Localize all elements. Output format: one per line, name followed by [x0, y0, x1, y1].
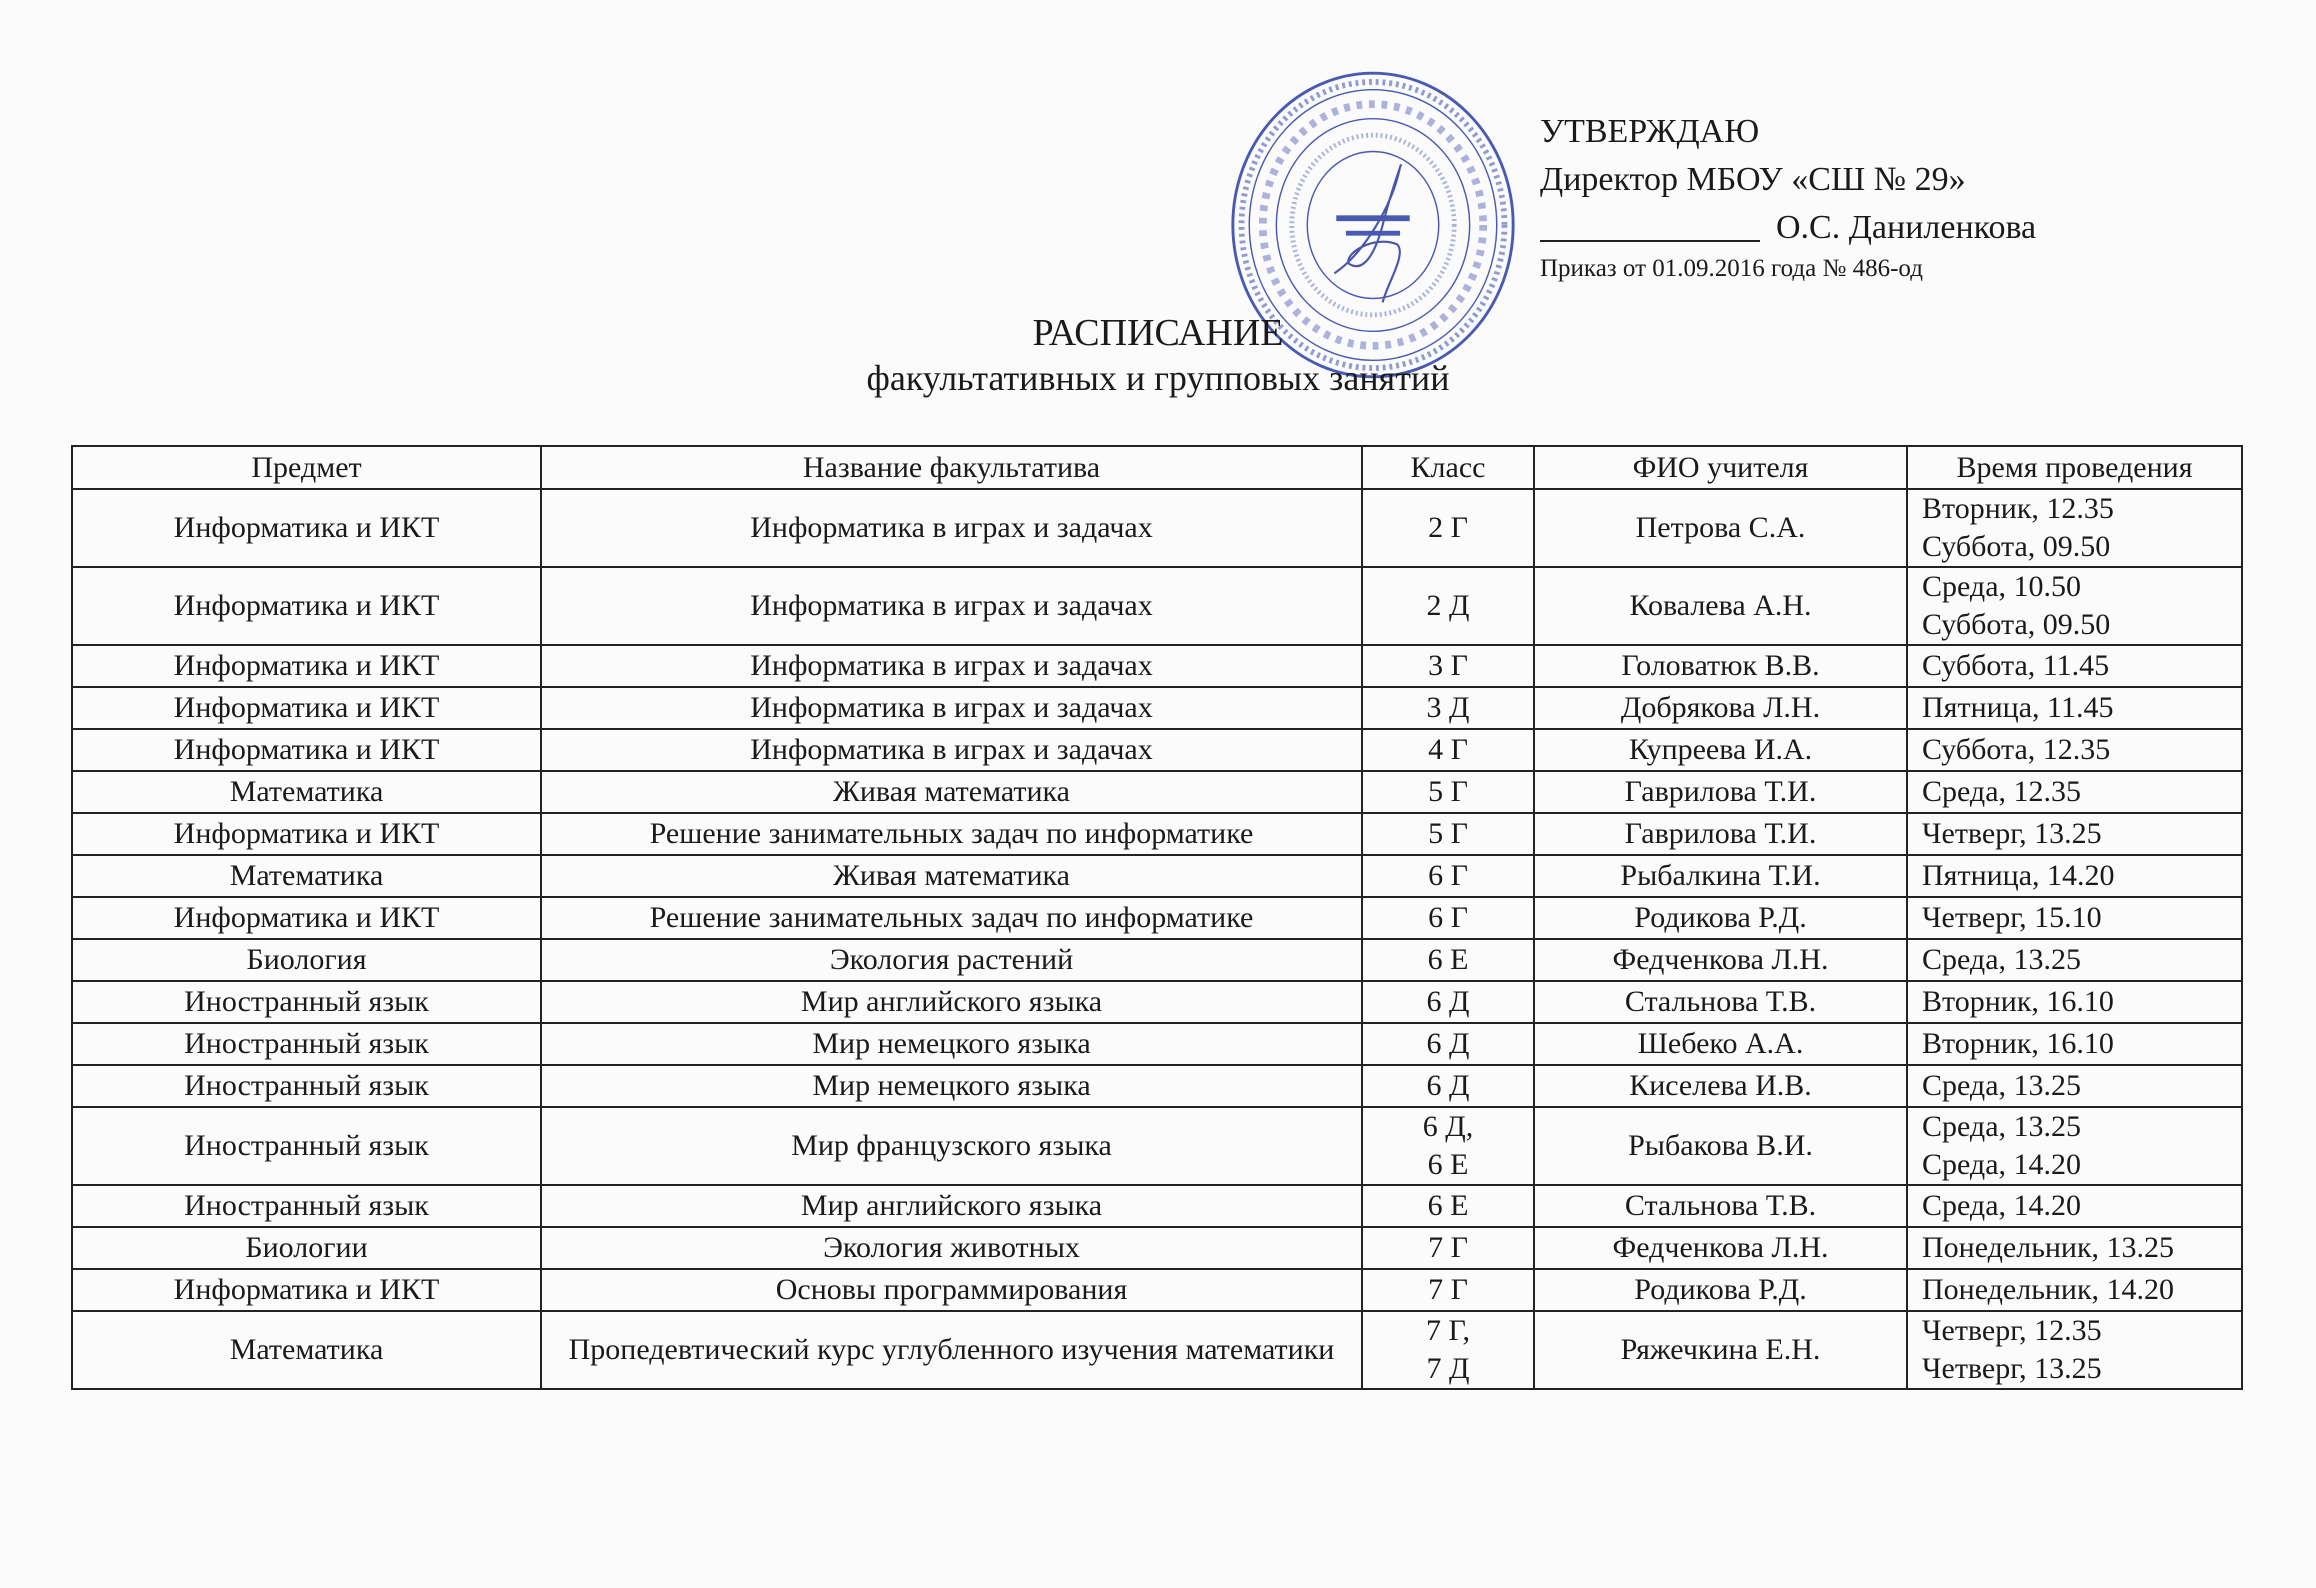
cell-course: Информатика в играх и задачах [541, 489, 1362, 567]
class-value: 3 Д [1426, 691, 1470, 724]
time-value: Суббота, 09.50 [1922, 530, 2111, 563]
cell-teacher: Федченкова Л.Н. [1534, 939, 1907, 981]
cell-class [1362, 813, 1534, 855]
approval-position: Директор МБОУ «СШ № 29» [1540, 161, 1966, 198]
cell-subject: Иностранный язык [72, 1185, 541, 1227]
cell-time [1907, 981, 2242, 1023]
table-row [72, 687, 2242, 729]
cell-teacher: Рыбалкина Т.И. [1534, 855, 1907, 897]
cell-subject: Иностранный язык [72, 1065, 541, 1107]
cell-course: Информатика в играх и задачах [541, 729, 1362, 771]
signature-line [1540, 240, 1760, 242]
document-subtitle: факультативных и групповых занятий [866, 358, 1450, 398]
cell-teacher: Стальнова Т.В. [1534, 981, 1907, 1023]
class-value: 4 Г [1428, 733, 1468, 766]
cell-teacher: Петрова С.А. [1534, 489, 1907, 567]
document-title-block [0, 310, 2316, 400]
cell-course: Информатика в играх и задачах [541, 645, 1362, 687]
cell-time [1907, 1311, 2242, 1389]
time-value: Четверг, 13.25 [1922, 817, 2102, 850]
cell-subject: Математика [72, 771, 541, 813]
cell-course: Живая математика [541, 771, 1362, 813]
time-value: Пятница, 11.45 [1922, 691, 2114, 724]
cell-subject: Информатика и ИКТ [72, 1269, 541, 1311]
cell-class [1362, 1311, 1534, 1389]
table-row [72, 1065, 2242, 1107]
cell-teacher: Шебеко А.А. [1534, 1023, 1907, 1065]
table-row [72, 855, 2242, 897]
cell-subject: Информатика и ИКТ [72, 897, 541, 939]
table-row [72, 645, 2242, 687]
class-value: 6 Г [1428, 859, 1468, 892]
class-value: 3 Г [1428, 649, 1468, 682]
cell-class [1362, 771, 1534, 813]
cell-teacher: Гаврилова Т.И. [1534, 813, 1907, 855]
time-value: Вторник, 16.10 [1922, 1027, 2114, 1060]
cell-teacher: Родикова Р.Д. [1534, 1269, 1907, 1311]
cell-time [1907, 1185, 2242, 1227]
table-row [72, 897, 2242, 939]
table-row [72, 1185, 2242, 1227]
cell-course: Решение занимательных задач по информатике [541, 813, 1362, 855]
header-subject: Предмет [72, 446, 541, 489]
approval-heading: УТВЕРЖДАЮ [1540, 113, 1760, 150]
table-header-row [72, 446, 2242, 489]
cell-course: Экология животных [541, 1227, 1362, 1269]
cell-time [1907, 1227, 2242, 1269]
cell-subject: Информатика и ИКТ [72, 489, 541, 567]
class-value: 5 Г [1428, 775, 1468, 808]
cell-subject: Биология [72, 939, 541, 981]
time-value: Пятница, 14.20 [1922, 859, 2115, 892]
cell-time [1907, 897, 2242, 939]
cell-course: Основы программирования [541, 1269, 1362, 1311]
header-time: Время проведения [1907, 446, 2242, 489]
table-row [72, 771, 2242, 813]
cell-class [1362, 687, 1534, 729]
cell-subject: Информатика и ИКТ [72, 687, 541, 729]
time-value: Четверг, 12.35 [1922, 1314, 2102, 1347]
cell-class [1362, 897, 1534, 939]
cell-subject: Биологии [72, 1227, 541, 1269]
cell-time [1907, 729, 2242, 771]
time-value: Среда, 13.25 [1922, 1069, 2082, 1102]
cell-time [1907, 489, 2242, 567]
class-value: 6 Е [1427, 943, 1469, 976]
cell-teacher: Ряжечкина Е.Н. [1534, 1311, 1907, 1389]
cell-time [1907, 1107, 2242, 1185]
header-teacher: ФИО учителя [1534, 446, 1907, 489]
cell-subject: Иностранный язык [72, 1107, 541, 1185]
cell-course: Информатика в играх и задачах [541, 567, 1362, 645]
class-value: 2 Д [1426, 589, 1470, 622]
cell-time [1907, 771, 2242, 813]
cell-class [1362, 1227, 1534, 1269]
table-row [72, 981, 2242, 1023]
cell-class [1362, 729, 1534, 771]
cell-subject: Информатика и ИКТ [72, 729, 541, 771]
time-value: Суббота, 12.35 [1922, 733, 2111, 766]
cell-class [1362, 939, 1534, 981]
cell-course: Живая математика [541, 855, 1362, 897]
cell-teacher: Рыбакова В.И. [1534, 1107, 1907, 1185]
document-title: РАСПИСАНИЕ [1032, 312, 1284, 354]
time-value: Среда, 13.25 [1922, 1110, 2082, 1143]
header-course: Название факультатива [541, 446, 1362, 489]
cell-teacher: Головатюк В.В. [1534, 645, 1907, 687]
cell-time [1907, 939, 2242, 981]
schedule-table [71, 445, 2243, 1390]
table-body [72, 489, 2242, 1389]
cell-class [1362, 981, 1534, 1023]
cell-course: Информатика в играх и задачах [541, 687, 1362, 729]
class-value: 6 Е [1427, 1148, 1469, 1181]
cell-time [1907, 567, 2242, 645]
time-value: Вторник, 16.10 [1922, 985, 2114, 1018]
class-value: 2 Г [1428, 511, 1468, 544]
cell-course: Мир английского языка [541, 1185, 1362, 1227]
cell-course: Мир немецкого языка [541, 1023, 1362, 1065]
table-row [72, 1023, 2242, 1065]
cell-time [1907, 855, 2242, 897]
cell-course: Мир французского языка [541, 1107, 1362, 1185]
table-row [72, 1311, 2242, 1389]
table-row [72, 729, 2242, 771]
cell-class [1362, 567, 1534, 645]
table-row [72, 1227, 2242, 1269]
cell-time [1907, 813, 2242, 855]
approval-block [1540, 108, 2036, 286]
approval-order: Приказ от 01.09.2016 года № 486-од [1540, 255, 1923, 282]
table-row [72, 567, 2242, 645]
time-value: Среда, 13.25 [1922, 943, 2082, 976]
cell-class [1362, 1107, 1534, 1185]
cell-course: Решение занимательных задач по информатике [541, 897, 1362, 939]
cell-course: Мир английского языка [541, 981, 1362, 1023]
time-value: Понедельник, 14.20 [1922, 1273, 2175, 1306]
time-value: Среда, 12.35 [1922, 775, 2082, 808]
class-value: 7 Г, [1426, 1314, 1470, 1347]
cell-teacher: Ковалева А.Н. [1534, 567, 1907, 645]
table-row [72, 1269, 2242, 1311]
class-value: 6 Д [1426, 985, 1470, 1018]
cell-teacher: Родикова Р.Д. [1534, 897, 1907, 939]
table-row [72, 1107, 2242, 1185]
cell-subject: Иностранный язык [72, 1023, 541, 1065]
class-value: 7 Г [1428, 1273, 1468, 1306]
cell-teacher: Добрякова Л.Н. [1534, 687, 1907, 729]
cell-class [1362, 645, 1534, 687]
cell-subject: Информатика и ИКТ [72, 813, 541, 855]
time-value: Вторник, 12.35 [1922, 492, 2114, 525]
cell-class [1362, 1269, 1534, 1311]
cell-class [1362, 1065, 1534, 1107]
class-value: 6 Д [1426, 1069, 1470, 1102]
cell-subject: Иностранный язык [72, 981, 541, 1023]
cell-time [1907, 645, 2242, 687]
approval-signature-row [1540, 204, 2036, 252]
table-row [72, 813, 2242, 855]
cell-course: Пропедевтический курс углубленного изучения математики [541, 1311, 1362, 1389]
time-value: Четверг, 13.25 [1922, 1352, 2102, 1385]
cell-teacher: Купреева И.А. [1534, 729, 1907, 771]
cell-course: Экология растений [541, 939, 1362, 981]
class-value: 6 Д, [1422, 1110, 1474, 1143]
class-value: 7 Г [1428, 1231, 1468, 1264]
class-value: 7 Д [1426, 1352, 1470, 1385]
table-row [72, 939, 2242, 981]
cell-subject: Математика [72, 855, 541, 897]
cell-class [1362, 489, 1534, 567]
cell-teacher: Федченкова Л.Н. [1534, 1227, 1907, 1269]
time-value: Среда, 14.20 [1922, 1148, 2082, 1181]
cell-subject: Математика [72, 1311, 541, 1389]
time-value: Суббота, 09.50 [1922, 608, 2111, 641]
cell-time [1907, 1269, 2242, 1311]
cell-teacher: Киселева И.В. [1534, 1065, 1907, 1107]
class-value: 6 Г [1428, 901, 1468, 934]
cell-class [1362, 1023, 1534, 1065]
cell-subject: Информатика и ИКТ [72, 645, 541, 687]
cell-time [1907, 687, 2242, 729]
time-value: Среда, 10.50 [1922, 570, 2082, 603]
table-row [72, 489, 2242, 567]
cell-course: Мир немецкого языка [541, 1065, 1362, 1107]
cell-time [1907, 1023, 2242, 1065]
approval-signatory: О.С. Даниленкова [1776, 209, 2037, 246]
class-value: 5 Г [1428, 817, 1468, 850]
time-value: Суббота, 11.45 [1922, 649, 2110, 682]
header-class: Класс [1362, 446, 1534, 489]
cell-class [1362, 855, 1534, 897]
class-value: 6 Е [1427, 1189, 1469, 1222]
time-value: Понедельник, 13.25 [1922, 1231, 2175, 1264]
time-value: Четверг, 15.10 [1922, 901, 2102, 934]
cell-time [1907, 1065, 2242, 1107]
cell-teacher: Гаврилова Т.И. [1534, 771, 1907, 813]
cell-teacher: Стальнова Т.В. [1534, 1185, 1907, 1227]
class-value: 6 Д [1426, 1027, 1470, 1060]
cell-class [1362, 1185, 1534, 1227]
time-value: Среда, 14.20 [1922, 1189, 2082, 1222]
cell-subject: Информатика и ИКТ [72, 567, 541, 645]
